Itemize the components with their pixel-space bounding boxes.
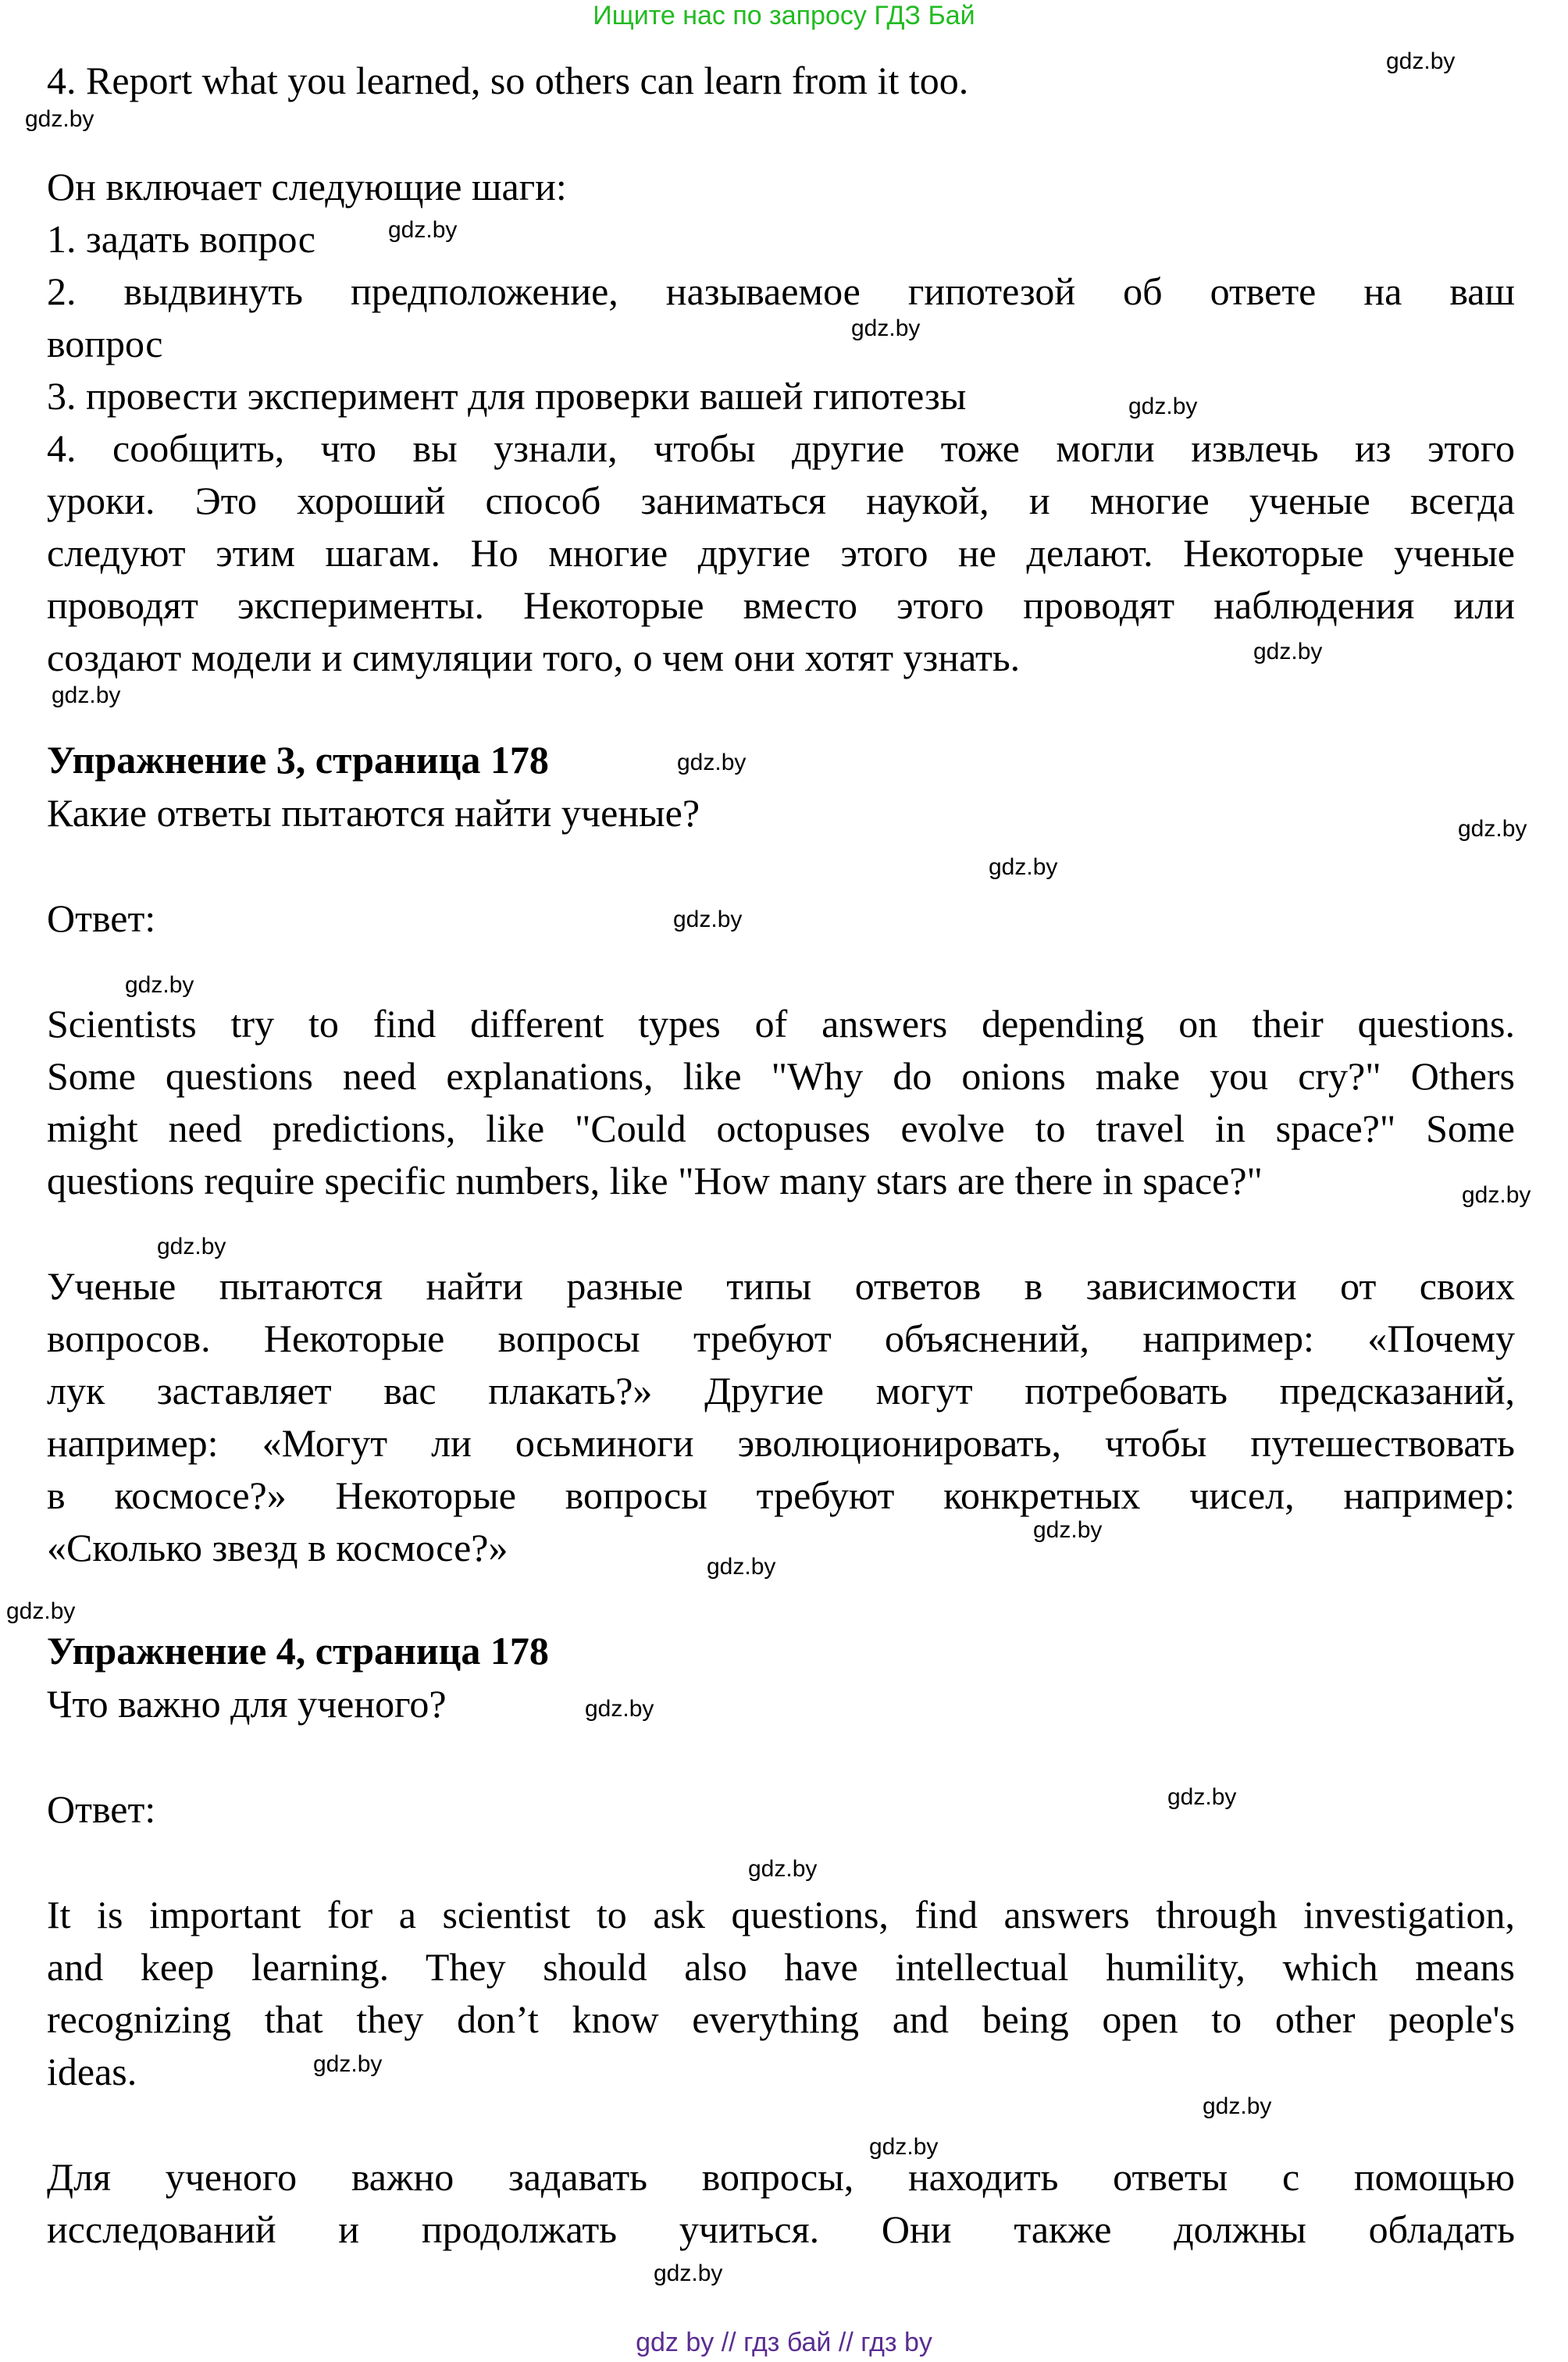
watermark: gdz.by <box>125 972 194 998</box>
watermark: gdz.by <box>748 1856 818 1882</box>
text-line: and keep learning. They should also have intellectual humility, which means <box>47 1945 1515 1989</box>
text-line: Scientists try to find different types of answers depending on their questions. <box>47 1002 1515 1046</box>
watermark: gdz.by <box>1033 1517 1103 1543</box>
text-line: вопросов. Некоторые вопросы требуют объяснений, например: «Почему <box>47 1316 1515 1360</box>
watermark: gdz.by <box>707 1554 776 1580</box>
answer-label: Ответ: <box>47 896 156 940</box>
footer-links <box>0 2325 1568 2360</box>
text-line: 3. провести эксперимент для проверки вашей гипотезы <box>47 374 967 418</box>
watermark: gdz.by <box>677 750 747 775</box>
watermark: gdz.by <box>52 682 121 708</box>
watermark: gdz.by <box>654 2260 723 2286</box>
exercise-4-question: Что важно для ученого? <box>47 1682 447 1726</box>
footer-link-gdz-by[interactable]: gdz by <box>636 2328 715 2357</box>
text-line: уроки. Это хороший способ заниматься наукой, и многие ученые всегда <box>47 479 1515 522</box>
footer-separator: // <box>838 2328 853 2357</box>
text-line: Some questions need explanations, like "Why do onions make you cry?" Others <box>47 1054 1515 1098</box>
text-line: Ученые пытаются найти разные типы ответов в зависимости от своих <box>47 1264 1515 1308</box>
text-line: проводят эксперименты. Некоторые вместо этого проводят наблюдения или <box>47 583 1515 627</box>
watermark: gdz.by <box>1458 816 1527 842</box>
footer-link-gdz-by-ru[interactable]: гдз by <box>861 2328 932 2357</box>
watermark: gdz.by <box>157 1234 226 1259</box>
footer-link-gdz-bai[interactable]: гдз бай <box>743 2328 832 2357</box>
text-line: следуют этим шагам. Но многие другие этого не делают. Некоторые ученые <box>47 531 1515 575</box>
watermark: gdz.by <box>313 2051 383 2077</box>
text-line: лук заставляет вас плакать?» Другие могут потребовать предсказаний, <box>47 1369 1515 1413</box>
watermark: gdz.by <box>851 315 921 341</box>
text-line: 4. сообщить, что вы узнали, чтобы другие тоже могли извлечь из этого <box>47 426 1515 470</box>
watermark: gdz.by <box>869 2134 939 2160</box>
exercise-4-heading: Упражнение 4, страница 178 <box>47 1629 549 1673</box>
text-line: Для ученого важно задавать вопросы, находить ответы с помощью <box>47 2155 1515 2199</box>
watermark: gdz.by <box>673 907 743 932</box>
exercise-3-heading: Упражнение 3, страница 178 <box>47 738 549 782</box>
text-line: questions require specific numbers, like "How many stars are there in space?" <box>47 1159 1263 1202</box>
text-line: 4. Report what you learned, so others can learn from it too. <box>47 59 969 102</box>
text-line: исследований и продолжать учиться. Они также должны обладать <box>47 2207 1515 2251</box>
text-line: 2. выдвинуть предположение, называемое гипотезой об ответе на ваш <box>47 269 1515 313</box>
exercise-3-question: Какие ответы пытаются найти ученые? <box>47 791 700 835</box>
watermark: gdz.by <box>1386 48 1456 74</box>
watermark: gdz.by <box>585 1696 654 1722</box>
text-line: It is important for a scientist to ask questions, find answers through investigation, <box>47 1893 1515 1936</box>
text-line: Он включает следующие шаги: <box>47 165 567 208</box>
watermark: gdz.by <box>989 854 1058 880</box>
top-banner: Ищите нас по запросу ГДЗ Бай <box>593 1 975 30</box>
text-line: создают модели и симуляции того, о чем они хотят узнать. <box>47 636 1021 679</box>
text-line: recognizing that they don’t know everything and being open to other people's <box>47 1997 1515 2041</box>
watermark: gdz.by <box>388 217 458 243</box>
watermark: gdz.by <box>1203 2093 1272 2119</box>
text-line: might need predictions, like "Could octopuses evolve to travel in space?" Some <box>47 1106 1515 1150</box>
watermark: gdz.by <box>6 1598 76 1624</box>
answer-label: Ответ: <box>47 1787 156 1831</box>
text-line: 1. задать вопрос <box>47 217 315 261</box>
text-line: в космосе?» Некоторые вопросы требуют конкретных чисел, например: <box>47 1473 1515 1517</box>
watermark: gdz.by <box>1462 1182 1531 1208</box>
text-line: например: «Могут ли осьминоги эволюционировать, чтобы путешествовать <box>47 1421 1515 1465</box>
watermark: gdz.by <box>1167 1784 1237 1810</box>
watermark: gdz.by <box>1253 639 1323 664</box>
text-line: вопрос <box>47 322 163 365</box>
watermark: gdz.by <box>1128 394 1198 419</box>
footer-separator: // <box>721 2328 736 2357</box>
text-line: ideas. <box>47 2050 137 2093</box>
text-line: «Сколько звезд в космосе?» <box>47 1526 508 1569</box>
watermark: gdz.by <box>25 106 94 132</box>
